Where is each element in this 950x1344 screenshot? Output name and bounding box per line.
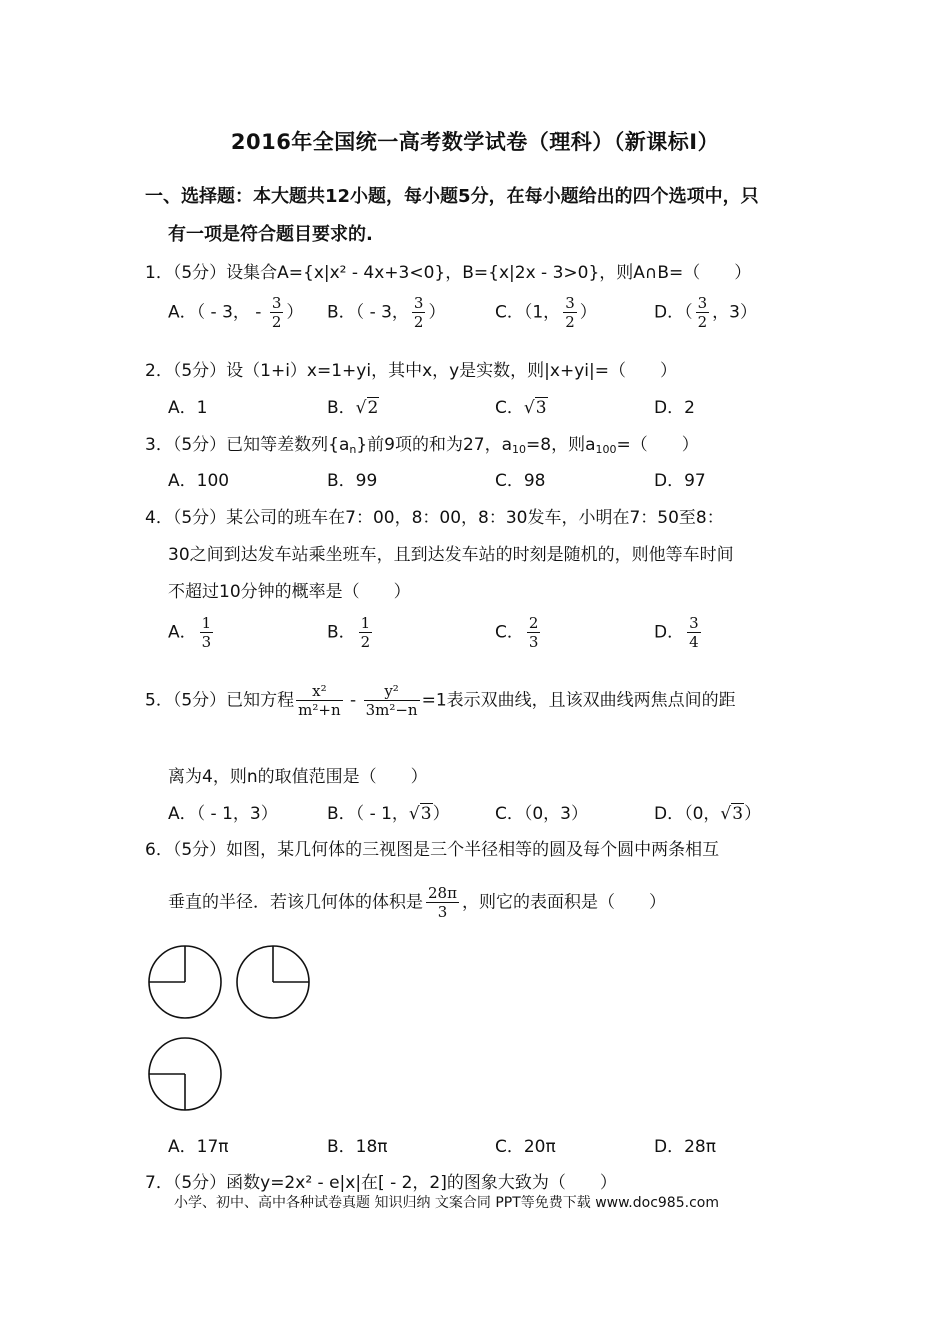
question-6-line1: 6．（5分）如图，某几何体的三视图是三个半径相等的圆及每个圆中两条相互 — [145, 840, 720, 860]
section-heading-line1: 一、选择题：本大题共12小题，每小题5分，在每小题给出的四个选项中，只 — [145, 186, 759, 207]
question-4-line2: 30之间到达发车站乘坐班车，且到达发车站的时刻是随机的，则他等车时间 — [168, 545, 734, 565]
question-1-option-a: A．（ - 3， - $\frac{3}{2}$ ） — [168, 294, 304, 331]
question-2-option-d: D．2 — [654, 398, 695, 418]
question-6-option-d: D．28π — [654, 1137, 716, 1157]
three-view-side-figure — [233, 944, 313, 1020]
question-4-option-c: C． $\frac{2}{3}$ — [495, 614, 539, 651]
question-1-stem: 1．（5分）设集合A={x|x² - 4x+3<0}，B={x|2x - 3>0}，则A∩B=（ ） — [145, 263, 752, 283]
question-5-option-a: A．（ - 1，3） — [168, 804, 278, 824]
question-4-option-d: D． $\frac{3}{4}$ — [654, 614, 699, 651]
question-4-line1: 4．（5分）某公司的班车在7：00，8：00，8：30发车，小明在7：50至8： — [145, 508, 724, 528]
question-3-stem: 3．（5分）已知等差数列$\{a_n\}$前9项的和为27，$a_{10}=8$，则$a_{100}=$（ ） — [145, 435, 699, 456]
question-6-line2: 垂直的半径．若该几何体的体积是 $\frac{28\pi}{3}$ ，则它的表面积是（ ） — [168, 884, 666, 921]
question-1-option-c: C．（1， $\frac{3}{2}$ ） — [495, 294, 597, 331]
question-5-stem: 5．（5分）已知方程 $\frac{\text{x²}}{\text{m²+n}}$ - $\frac{\text{y²}}{\text{3m²−n}}$ =1表示双曲线，且该双曲线两焦点间的距 — [145, 682, 736, 719]
section-heading-line2: 有一项是符合题目要求的. — [168, 224, 373, 245]
question-3-option-d: D．97 — [654, 471, 706, 491]
question-7-stem: 7．（5分）函数y=2x² - e|x|在[ - 2，2]的图象大致为（ ） — [145, 1173, 617, 1193]
question-5-option-b: B．（ - 1，√3） — [327, 804, 450, 824]
question-3-option-b: B．99 — [327, 471, 378, 491]
footer-text: 小学、初中、高中各种试卷真题 知识归纳 文案合同 PPT等免费下载 www.doc985.com — [174, 1195, 719, 1211]
question-5-option-d: D．（0，√3） — [654, 804, 762, 824]
question-3-option-c: C．98 — [495, 471, 546, 491]
three-view-front-figure — [145, 944, 225, 1020]
question-5-line2: 离为4，则n的取值范围是（ ） — [168, 767, 428, 787]
question-5-option-c: C．（0，3） — [495, 804, 589, 824]
question-2-option-c: C．√3 — [495, 398, 547, 418]
question-2-stem: 2．（5分）设（1+i）x=1+yi，其中x，y是实数，则|x+yi|=（ ） — [145, 361, 677, 381]
question-4-option-b: B． $\frac{1}{2}$ — [327, 614, 371, 651]
question-6-option-a: A．17π — [168, 1137, 229, 1157]
question-1-option-d: D．（ $\frac{3}{2}$ ，3） — [654, 294, 757, 331]
question-3-option-a: A．100 — [168, 471, 230, 491]
question-2-option-b: B．√2 — [327, 398, 379, 418]
question-1-option-b: B．（ - 3， $\frac{3}{2}$ ） — [327, 294, 446, 331]
page-title: 2016年全国统一高考数学试卷（理科）（新课标Ⅰ） — [230, 130, 720, 154]
question-4-option-a: A． $\frac{1}{3}$ — [168, 614, 212, 651]
question-6-option-c: C．20π — [495, 1137, 556, 1157]
three-view-top-figure — [145, 1036, 225, 1112]
question-6-option-b: B．18π — [327, 1137, 388, 1157]
question-2-option-a: A．1 — [168, 398, 208, 418]
question-4-line3: 不超过10分钟的概率是（ ） — [168, 582, 411, 602]
